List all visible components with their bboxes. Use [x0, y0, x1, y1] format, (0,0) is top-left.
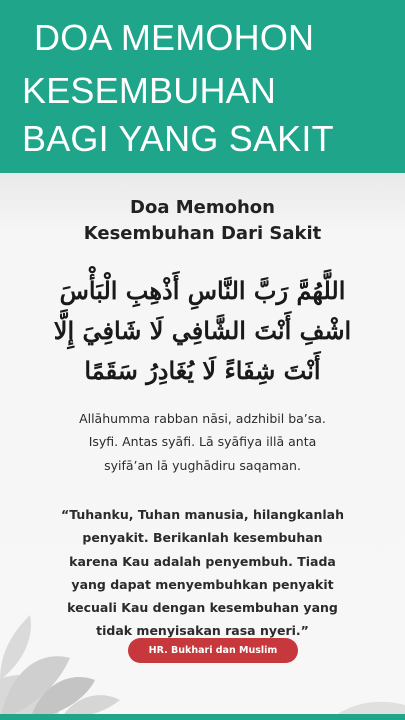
leaf-decoration-icon [0, 610, 405, 720]
translation-line-1: “Tuhanku, Tuhan manusia, hilangkanlah [61, 507, 344, 522]
banner-title-line-3: BAGI YANG SAKIT [22, 118, 334, 159]
arabic-line-2: اشْفِ أَنْتَ الشَّافِي لَا شَافِيَ إِلَّا [53, 316, 352, 345]
transliteration-line-2: Isyfi. Antas syāfi. Lā syāfiya illā anta [88, 434, 317, 449]
transliteration-line-3: syifā’an lā yughādiru saqaman. [104, 458, 301, 473]
arabic-line-3: أَنْتَ شِفَاءً لَا يُغَادِرُ سَقَمًا [84, 356, 321, 385]
footer-bar [0, 714, 405, 720]
arabic-line-1: اللَّهُمَّ رَبَّ النَّاسِ أَذْهِبِ الْبَأْسَ [59, 276, 346, 305]
transliteration-line-1: Allāhumma rabban nāsi, adzhibil ba’sa. [79, 411, 326, 426]
translation-line-3: karena Kau adalah penyembuh. Tiada [69, 554, 336, 569]
source-badge: HR. Bukhari dan Muslim [128, 638, 298, 663]
translation-line-2: penyakit. Berikanlah kesembuhan [82, 530, 323, 545]
translation-line-4: yang dapat menyembuhkan penyakit [71, 577, 334, 592]
card-title-line-2: Kesembuhan Dari Sakit [83, 223, 322, 244]
translation-line-6: tidak menyisakan rasa nyeri.” [96, 623, 309, 638]
banner-title-line-2: KESEMBUHAN [22, 70, 277, 111]
doa-card [0, 173, 405, 720]
translation-line-5: kecuali Kau dengan kesembuhan yang [67, 600, 338, 615]
header-banner [0, 0, 405, 173]
card-title-line-1: Doa Memohon [130, 197, 275, 218]
banner-title-line-1: DOA MEMOHON [34, 17, 315, 58]
